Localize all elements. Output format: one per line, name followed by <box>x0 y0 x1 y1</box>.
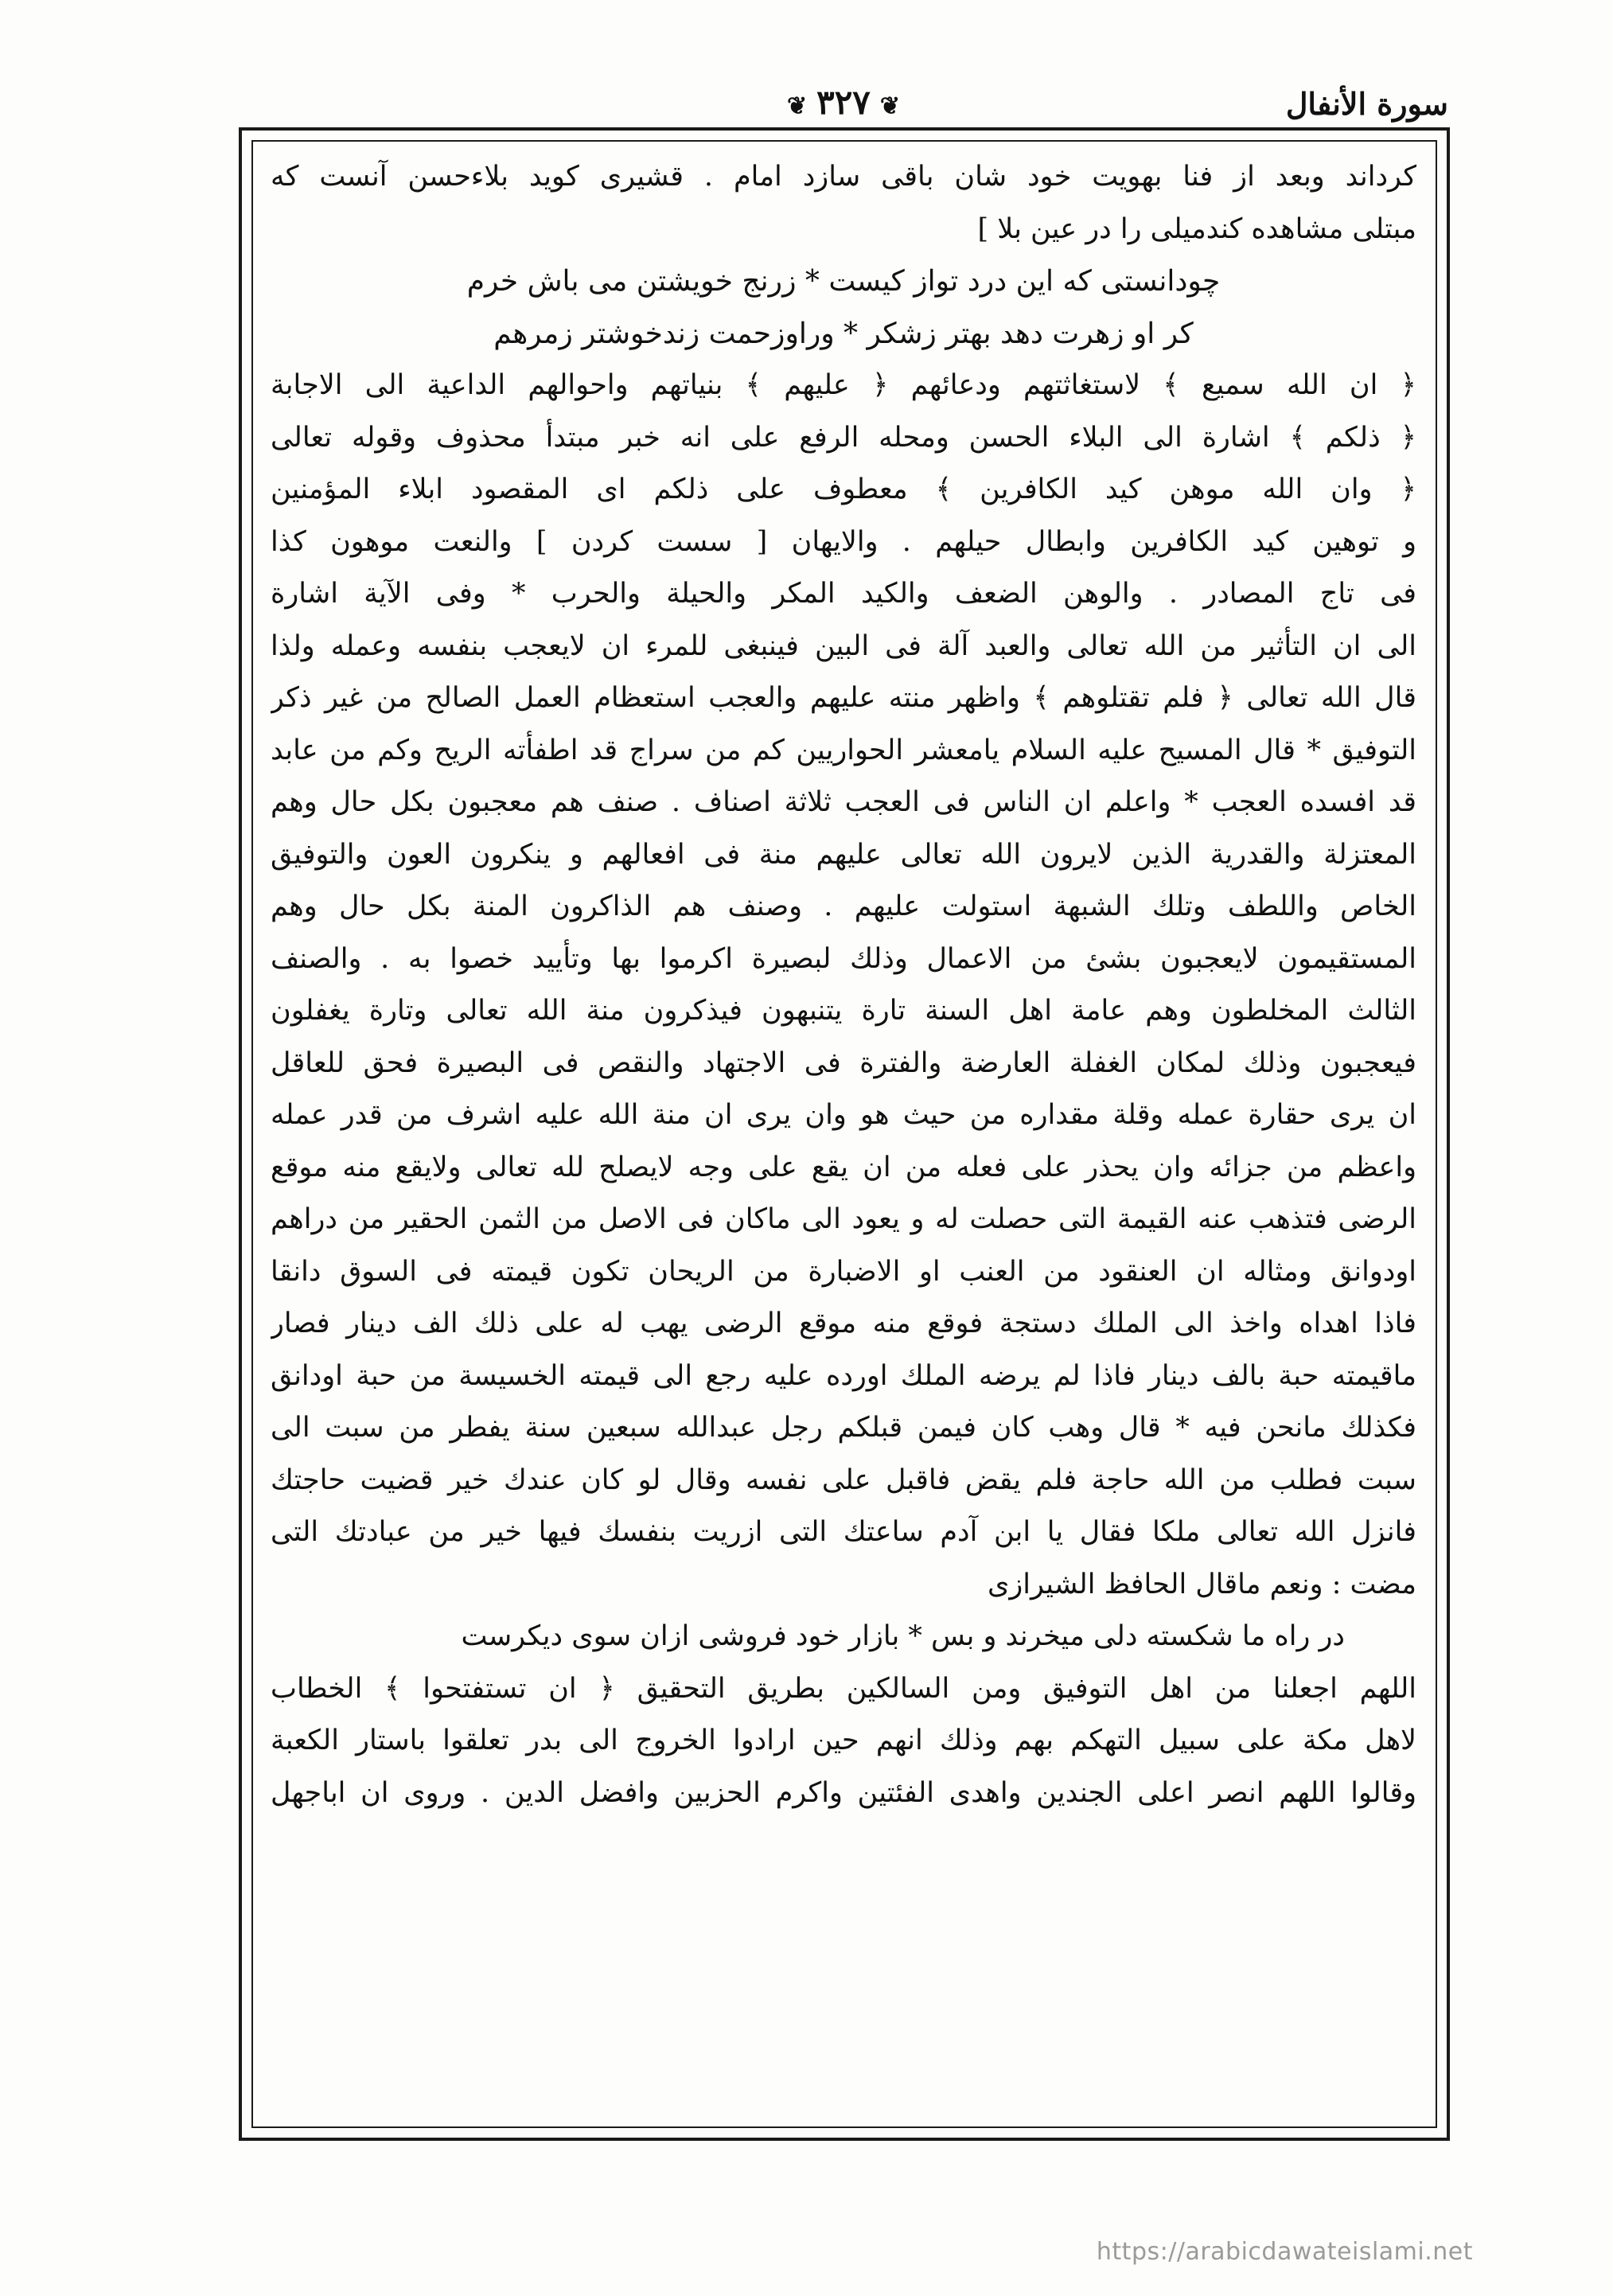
text-line: اودوانق ومثاله ان العنقود من العنب او الاضبارة من الريحان تكون قيمته فى السوق دانقا <box>271 1255 1416 1288</box>
text-line: التوفيق * قال المسيح عليه السلام يامعشر الحواريين كم من سراج قد اطفأته الريح وكم من عابد <box>271 734 1416 766</box>
text-line: الى ان التأثير من الله تعالى والعبد آلة فى البين فينبغى للمرء ان لايعجب بنفسه وعمله ولذا <box>271 630 1416 662</box>
page-number: ٣٢٧ <box>816 83 871 122</box>
text-line: قال الله تعالى ﴿ فلم تقتلوهم ﴾ واظهر منته عليهم والعجب استعظام العمل الصالح من غير ذكر <box>271 682 1416 714</box>
ornament-right-icon: ❦ <box>787 92 808 120</box>
persian-verse-line: در راه ما شكسته دلى ميخرند و بس * بازار خود فروشى ازان سوى ديكرست <box>461 1620 1345 1652</box>
text-line: الخاص واللطف وتلك الشبهة استولت عليهم . وصنف هم الذاكرون المنة بكل حال وهم <box>271 891 1416 922</box>
persian-verse-line: چودانستى كه اين درد تواز كيست * زرنج خويشتن مى باش خرم <box>466 265 1221 298</box>
text-line: مبتلى مشاهده كندميلى را در عين بلا ] <box>977 212 1416 245</box>
text-line: مضت : ونعم ماقال الحافظ الشيرازى <box>987 1568 1416 1600</box>
text-line: الرضى فتذهب عنه القيمة التى حصلت له و يعود الى ماكان فى الاصل من الثمن الحقير من دراهم <box>271 1203 1416 1235</box>
persian-verse-line: كر او زهرت دهد بهتر زشكر * وراوزحمت زندخوشتر زمرهم <box>493 317 1194 350</box>
text-line: ﴿ ذلكم ﴾ اشارة الى البلاء الحسن ومحله الرفع على انه خبر مبتدأ محذوف وقوله تعالى <box>271 421 1416 454</box>
text-line: اللهم اجعلنا من اهل التوفيق ومن السالكين بطريق التحقيق ﴿ ان تستفتحوا ﴾ الخطاب <box>271 1672 1416 1705</box>
text-line: ﴿ ان الله سميع ﴾ لاستغاثتهم ودعائهم ﴿ عليهم ﴾ بنياتهم واحوالهم الداعية الى الاجابة <box>271 369 1416 401</box>
text-line: فانزل الله تعالى ملكا فقال يا ابن آدم ساعتك التى ازريت بنفسك فيها خير من عبادتك التى <box>271 1516 1416 1548</box>
surah-name: سورة الأنفال <box>1285 86 1448 122</box>
text-line: فيعجبون وذلك لمكان الغفلة العارضة والفترة فى الاجتهاد والنقص فى البصيرة فحق للعاقل <box>271 1047 1416 1079</box>
text-line: كرداند وبعد از فنا بهويت خود شان باقى سازد امام . قشيرى كويد بلاءحسن آنست كه <box>271 161 1416 193</box>
body-text <box>271 151 1416 2117</box>
text-line: فكذلك مانحن فيه * قال وهب كان فيمن قبلكم رجل عبدالله سبعين سنة يفطر من سبت الى <box>271 1412 1416 1444</box>
text-line: ﴿ وان الله موهن كيد الكافرين ﴾ معطوف على ذلكم اى المقصود ابلاء المؤمنين <box>271 474 1416 505</box>
text-line: لاهل مكة على سبيل التهكم بهم وذلك انهم حين ارادوا الخروج الى بدر تعلقوا باستار الكعبة <box>271 1725 1416 1756</box>
text-line: ان يرى حقارة عمله وقلة مقداره من حيث هو وان يرى ان منة الله عليه اشرف من قدر عمله <box>271 1099 1416 1131</box>
text-line: سبت فطلب من الله حاجة فلم يقض فاقبل على نفسه وقال لو كان عندك خير قضيت حاجتك <box>271 1464 1416 1496</box>
ornament-left-icon: ❦ <box>879 92 900 120</box>
text-line: فاذا اهداه واخذ الى الملك دستجة فوقع منه موقع الرضى يهب له على ذلك الف دينار فصار <box>271 1308 1416 1339</box>
text-line: قد افسده العجب * واعلم ان الناس فى العجب ثلاثة اصناف . صنف هم معجبون بكل حال وهم <box>271 786 1416 818</box>
text-line: و توهين كيد الكافرين وابطال حيلهم . والايهان [ سست كردن ] والنعت موهون كذا <box>271 525 1416 558</box>
text-line: المعتزلة والقدرية الذين لايرون الله تعالى عليهم منة فى افعالهم و ينكرون العون والتوفيق <box>271 838 1416 871</box>
source-watermark: https://arabicdawateislami.net <box>1096 2238 1473 2266</box>
text-line: المستقيمون لايعجبون بشئ من الاعمال وذلك لبصيرة اكرموا بها وتأييد خصوا به . والصنف <box>271 942 1416 975</box>
text-line: الثالث المخلطون وهم عامة اهل السنة تارة يتنبهون فيذكرون منة الله تعالى وتارة يغفلون <box>271 995 1416 1027</box>
text-line: فى تاج المصادر . والوهن الضعف والكيد المكر والحيلة والحرب * وفى الآية اشارة <box>271 578 1416 610</box>
text-line: واعظم من جزائه وان يحذر على فعله من ان يقع على وجه لايصلح لله تعالى ولايقع منه موقع <box>271 1151 1416 1183</box>
text-line: ماقيمته حبة بالف دينار فاذا لم يرضه الملك اورده عليه رجع الى قيمته الخسيسة من حبة اودانق <box>271 1359 1416 1392</box>
page-number-group <box>777 83 910 122</box>
text-line: وقالوا اللهم انصر اعلى الجندين واهدى الفئتين واكرم الحزبين وافضل الدين . وروى ان اباجهل <box>271 1776 1416 1809</box>
